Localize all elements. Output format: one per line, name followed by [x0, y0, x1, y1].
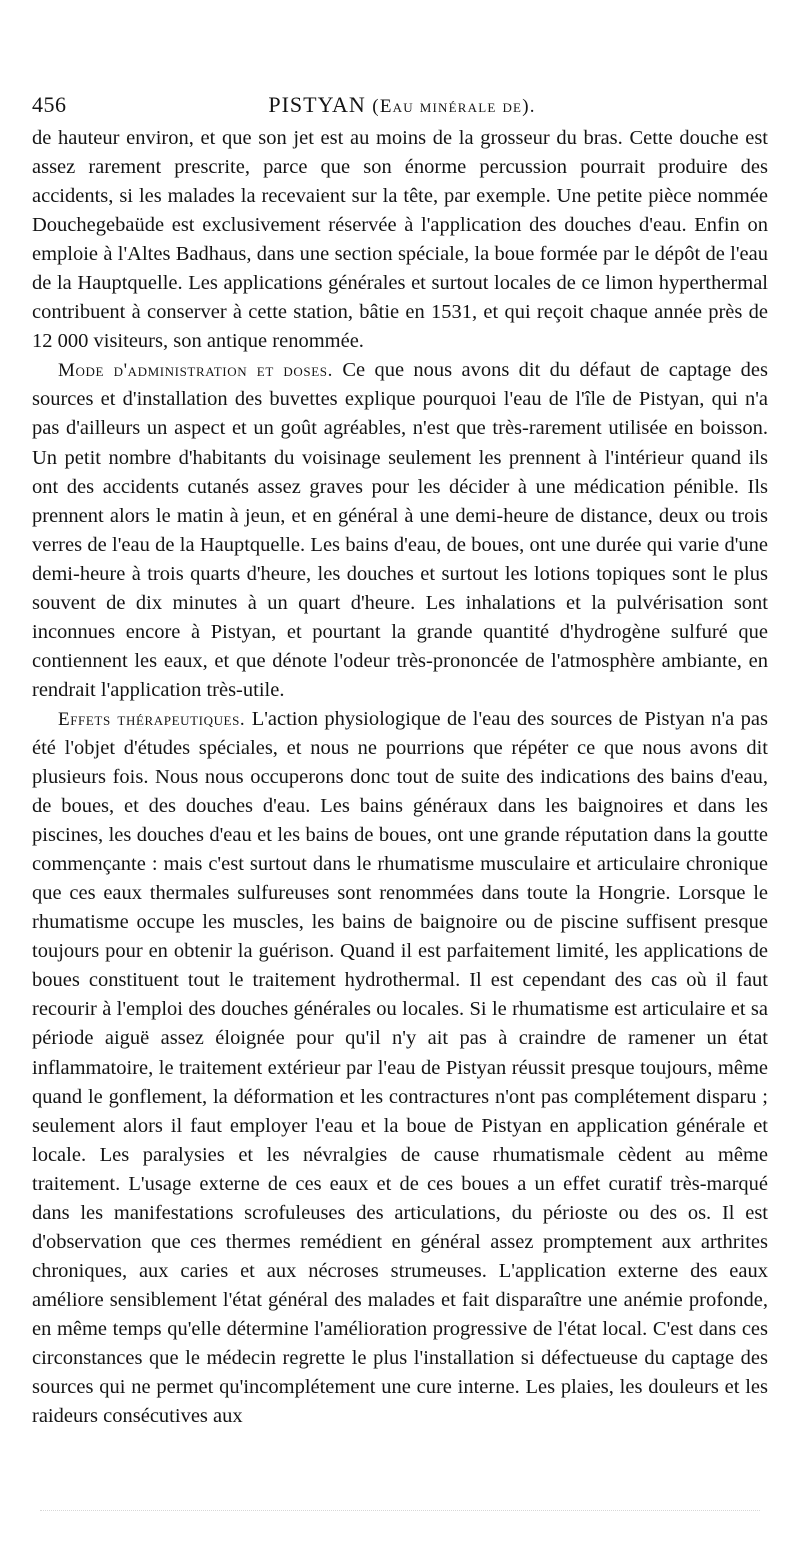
running-title-main: PISTYAN — [268, 92, 366, 117]
paragraph-continuation — [32, 124, 768, 356]
page-header — [32, 88, 772, 122]
body-text — [32, 124, 768, 1431]
paragraph-administration — [32, 356, 768, 705]
section-label: Mode d'administration et doses. — [58, 360, 333, 382]
paragraph-text: Ce que nous avons dit du défaut de captage des sources et d'installation des buvettes explique pourquoi l'eau de l'île de Pistyan, qui n'a pas d'ailleurs un aspect et un goût agréables, n'est que très-rarement utilisée en boisson. Un petit nombre d'habitants du voisinage seulement les prennent à l'intérieur quand ils ont des accidents cutanés assez graves pour les décider à une médication pénible. Ils prennent alors le matin à jeun, et en général à une demi-heure de distance, deux ou trois verres de l'eau de la Hauptquelle. Les bains d'eau, de boues, ont une durée qui varie d'une demi-heure à trois quarts d'heure, les douches et surtout les lotions topiques sont le plus souvent de dix minutes à un quart d'heure. Les inhalations et la pulvérisation sont inconnues encore à Pistyan, et pourtant la grande quantité d'hydrogène sulfuré que contiennent les eaux, et que dénote l'odeur très-prononcée de l'atmosphère ambiante, en rendrait l'application très-utile. — [32, 359, 768, 701]
paragraph-therapeutic-effects — [32, 705, 768, 1431]
running-title — [32, 88, 772, 124]
bleed-through-line — [40, 1510, 760, 1515]
paragraph-text: de hauteur environ, et que son jet est au moins de la grosseur du bras. Cette douche est assez rarement prescrite, parce que son énorme percussion pourrait produire des accidents, si les malades la recevaient sur la tête, par exemple. Une petite pièce nommée Douchegebaüde est exclusivement réservée à l'application des douches d'eau. Enfin on emploie à l'Altes Badhaus, dans une section spéciale, la boue formée par le dépôt de l'eau de la Hauptquelle. Les applications générales et surtout locales de ce limon hyperthermal contribuent à conserver à cette station, bâtie en 1531, et qui reçoit chaque année près de 12 000 visiteurs, son antique renommée. — [32, 127, 768, 353]
page-number: 456 — [32, 92, 67, 117]
section-label: Effets thérapeutiques. — [58, 708, 246, 730]
running-title-sub: (Eau minérale de). — [372, 96, 536, 117]
paragraph-text: L'action physiologique de l'eau des sources de Pistyan n'a pas été l'objet d'études spéciales, et nous ne pourrions que répéter ce que nous avons dit plusieurs fois. Nous nous occuperons donc tout de suite des indications des bains d'eau, de boues, et des douches d'eau. Les bains généraux dans les baignoires et dans les piscines, les douches d'eau et les bains de boues, ont une grande réputation dans la goutte commençante : mais c'est surtout dans le rhumatisme musculaire et articulaire chronique que ces eaux thermales sulfureuses sont renommées dans toute la Hongrie. Lorsque le rhumatisme occupe les muscles, les bains de baignoire ou de piscine suffisent presque toujours pour en obtenir la guérison. Quand il est parfaitement limité, les applications de boues constituent tout le traitement hydrothermal. Il est cependant des cas où il faut recourir à l'emploi des douches générales ou locales. Si le rhumatisme est articulaire et sa période aiguë assez éloignée pour qu'il n'y ait pas à craindre de ramener un état inflammatoire, le traitement extérieur par l'eau de Pistyan réussit presque toujours, même quand le gonflement, la déformation et les contractures n'ont pas complétement disparu ; seulement alors il faut employer l'eau et la boue de Pistyan en application générale et locale. Les paralysies et les névralgies de cause rhumatismale cèdent au même traitement. L'usage externe de ces eaux et de ces boues a un effet curatif très-marqué dans les manifestations scrofuleuses des articulations, du périoste ou des os. Il est d'observation que ces thermes remédient en général assez promptement aux arthrites chroniques, aux caries et aux nécroses strumeuses. L'application externe des eaux améliore sensiblement l'état général des malades et fait disparaître une anémie profonde, en même temps qu'elle détermine l'amélioration progressive de l'état local. C'est dans ces circonstances que le médecin regrette le plus l'installation si défectueuse du captage des sources qui ne permet qu'incomplétement une cure interne. Les plaies, les douleurs et les raideurs consécutives aux — [32, 707, 768, 1428]
